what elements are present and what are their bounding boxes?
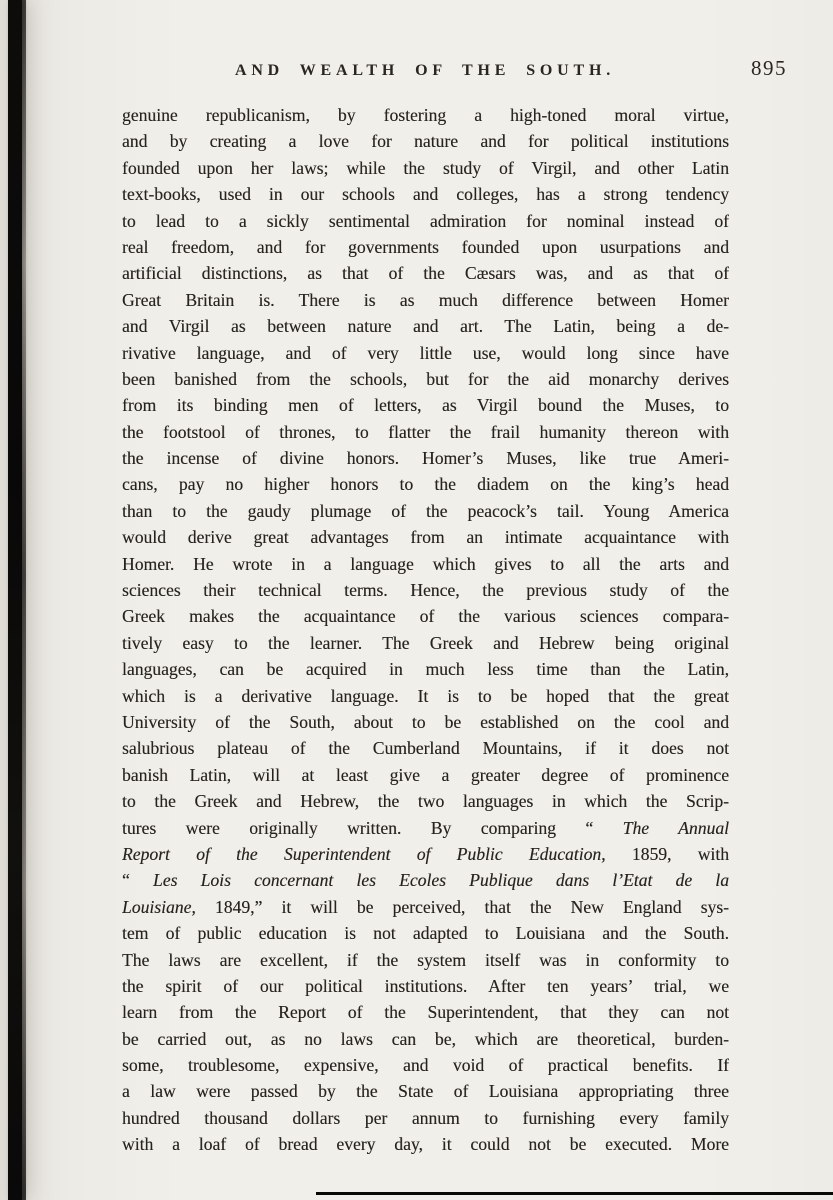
text-line <box>122 735 729 761</box>
text-line <box>122 815 729 841</box>
text-segment: salubrious plateau of the Cumberland Mountains, if it does not <box>122 738 729 759</box>
text-segment: artificial distinctions, as that of the Cæsars was, and as that of <box>122 263 729 284</box>
running-title: AND WEALTH OF THE SOUTH. <box>234 62 616 79</box>
text-segment: genuine republicanism, by fostering a high-toned moral virtue, <box>122 105 729 125</box>
text-segment: than to the gaudy plumage of the peacock’s tail. Young America <box>122 500 729 521</box>
text-segment: to lead to a sickly sentimental admiration for nominal instead of <box>122 210 729 231</box>
text-line <box>122 260 729 286</box>
italic-text-segment: Les Lois concernant les Ecoles Publique dans l’Etat de la <box>152 870 729 891</box>
text-segment: the spirit of our political institutions. After ten years’ trial, we <box>122 975 729 996</box>
italic-text-segment: Louisiane, <box>122 896 196 917</box>
text-line <box>122 155 729 181</box>
text-line <box>122 603 729 629</box>
book-binding-edge <box>8 0 22 1200</box>
text-segment: a law were passed by the State of Louisiana appropriating three <box>122 1081 729 1102</box>
text-segment: from its binding men of letters, as Virgil bound the Muses, to <box>122 395 729 416</box>
text-segment: text-books, used in our schools and colleges, has a strong tendency <box>122 184 729 205</box>
body-text <box>122 102 729 1158</box>
text-line <box>122 1052 729 1078</box>
text-line <box>122 762 729 788</box>
text-line <box>122 999 729 1025</box>
text-line <box>122 656 729 682</box>
italic-text-segment: Report of the Superintendent of Public Education, <box>122 843 606 864</box>
text-line <box>122 841 729 867</box>
text-segment: rivative language, and of very little use, would long since have <box>122 342 729 363</box>
text-segment: University of the South, about to be established on the cool and <box>122 711 729 732</box>
text-segment: founded upon her laws; while the study of Virgil, and other Latin <box>122 157 729 178</box>
text-segment: the incense of divine honors. Homer’s Muses, like true Ameri- <box>122 448 729 469</box>
text-line <box>122 1026 729 1052</box>
text-segment: Great Britain is. There is as much difference between Homer <box>122 289 729 310</box>
text-segment: sciences their technical terms. Hence, the previous study of the <box>122 580 729 601</box>
scan-artifact-line <box>316 1192 833 1195</box>
text-line <box>122 920 729 946</box>
text-segment: 1849,” it will be perceived, that the New England sys- <box>195 896 729 917</box>
text-line <box>122 1078 729 1104</box>
text-segment: hundred thousand dollars per annum to furnishing every family <box>122 1107 729 1128</box>
text-segment: tively easy to the learner. The Greek and Hebrew being original <box>122 632 729 653</box>
text-segment: languages, can be acquired in much less time than the Latin, <box>122 659 729 680</box>
text-segment: with a loaf of bread every day, it could not be executed. More <box>122 1134 729 1155</box>
text-segment: real freedom, and for governments founded upon usurpations and <box>122 236 729 257</box>
text-segment: Homer. He wrote in a language which gives to all the arts and <box>122 553 729 574</box>
text-segment: tures were originally written. By comparing “ <box>122 817 623 838</box>
text-line <box>122 234 729 260</box>
text-line <box>122 313 729 339</box>
text-line <box>122 630 729 656</box>
text-segment: “ <box>122 870 153 891</box>
page-number: 895 <box>751 56 787 80</box>
text-line <box>122 340 729 366</box>
text-line <box>122 1105 729 1131</box>
text-line <box>122 128 729 154</box>
text-line <box>122 471 729 497</box>
text-segment: which is a derivative language. It is to be hoped that the great <box>122 685 729 706</box>
text-line <box>122 709 729 735</box>
text-segment: banish Latin, will at least give a greater degree of prominence <box>122 764 729 785</box>
text-segment: some, troublesome, expensive, and void of practical benefits. If <box>122 1055 729 1076</box>
text-segment: to the Greek and Hebrew, the two languages in which the Scrip- <box>122 791 729 812</box>
text-segment: The laws are excellent, if the system itself was in conformity to <box>122 949 729 970</box>
text-segment: tem of public education is not adapted to Louisiana and the South. <box>122 923 729 944</box>
text-line <box>122 287 729 313</box>
text-line <box>122 445 729 471</box>
text-line <box>122 683 729 709</box>
text-segment: be carried out, as no laws can be, which are theoretical, burden- <box>122 1028 729 1049</box>
text-line <box>122 973 729 999</box>
text-line <box>122 788 729 814</box>
text-line <box>122 419 729 445</box>
text-line <box>122 947 729 973</box>
text-segment: been banished from the schools, but for the aid monarchy derives <box>122 368 729 389</box>
text-segment: Greek makes the acquaintance of the various sciences compara- <box>122 606 729 627</box>
text-segment: and by creating a love for nature and for political institutions <box>122 131 729 152</box>
text-line <box>122 894 729 920</box>
text-line <box>122 366 729 392</box>
text-segment: cans, pay no higher honors to the diadem on the king’s head <box>122 474 729 495</box>
text-line <box>122 208 729 234</box>
text-line <box>122 524 729 550</box>
text-line <box>122 1131 729 1157</box>
text-segment: 1859, with <box>605 843 729 864</box>
italic-text-segment: The Annual <box>622 817 729 838</box>
text-line <box>122 867 729 893</box>
text-line <box>122 102 729 128</box>
text-line <box>122 577 729 603</box>
text-line <box>122 498 729 524</box>
text-segment: and Virgil as between nature and art. The Latin, being a de- <box>122 316 729 337</box>
text-segment: would derive great advantages from an intimate acquaintance with <box>122 527 729 548</box>
text-segment: the footstool of thrones, to flatter the frail humanity thereon with <box>122 421 729 442</box>
text-line <box>122 392 729 418</box>
text-line <box>122 181 729 207</box>
text-line <box>122 551 729 577</box>
text-segment: learn from the Report of the Superintendent, that they can not <box>122 1002 729 1023</box>
